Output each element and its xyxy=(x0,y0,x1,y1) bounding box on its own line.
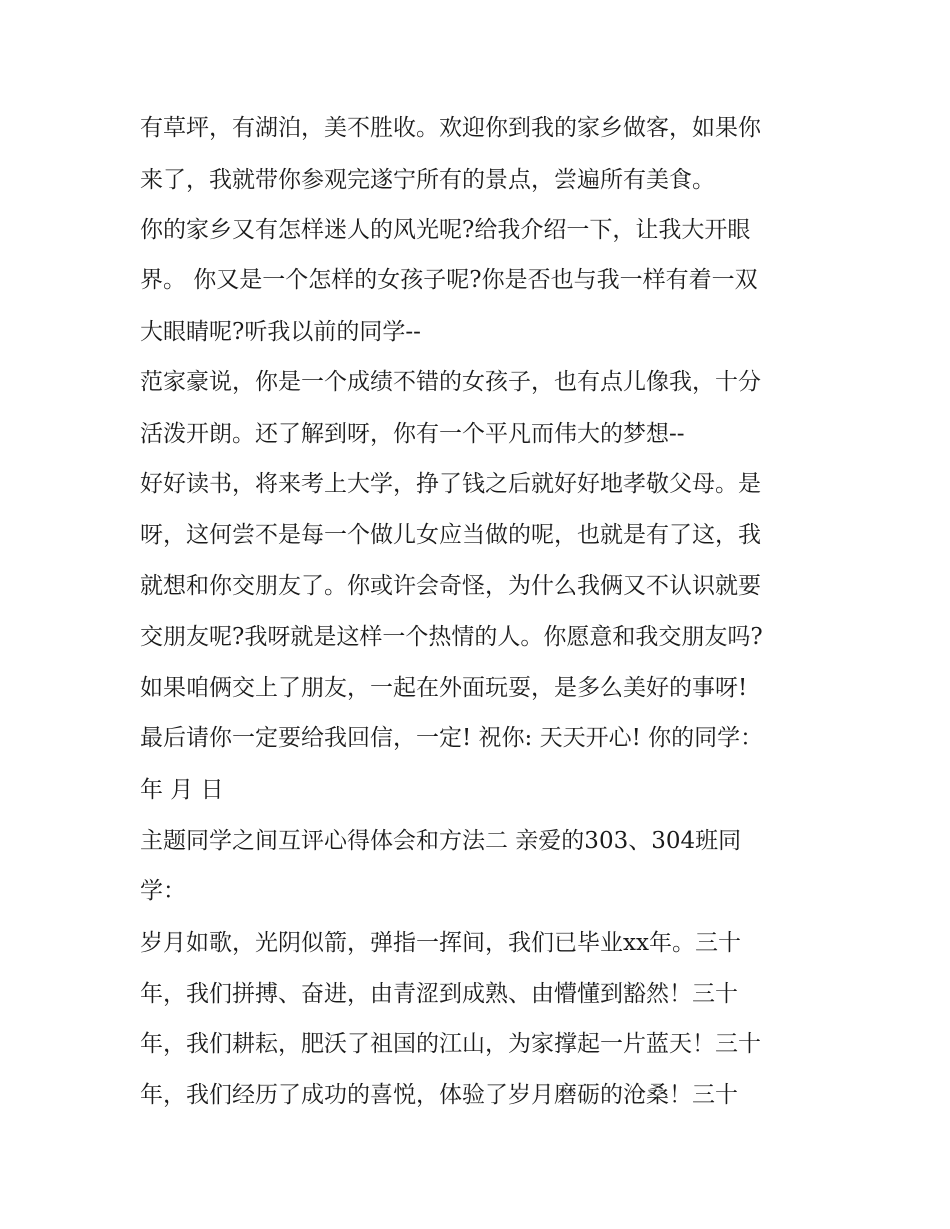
text-line: 最后请你一定要给我回信，一定! 祝你: 天天开心! 你的同学： xyxy=(140,725,764,751)
text-line: 大眼睛呢?听我以前的同学-- xyxy=(140,319,421,345)
text-line: 学： xyxy=(140,878,186,904)
date-line: 年 月 日 xyxy=(140,777,224,803)
text-line: 如果咱俩交上了朋友，一起在外面玩耍，是多么美好的事呀! xyxy=(140,675,748,701)
text-line: 界。 你又是一个怎样的女孩子呢?你是否也与我一样有着一双 xyxy=(140,267,758,293)
text-line: 来了，我就带你参观完遂宁所有的景点，尝遍所有美食。 xyxy=(140,167,715,193)
text-line: 年，我们耕耘，肥沃了祖国的江山，为家撑起一片蓝天！三十 xyxy=(140,1031,761,1057)
text-line: 呀，这何尝不是每一个做儿女应当做的呢，也就是有了这，我 xyxy=(140,522,761,548)
text-line: 年，我们拼搏、奋进，由青涩到成熟、由懵懂到豁然！三十 xyxy=(140,981,738,1007)
text-line: 主题同学之间互评心得体会和方法二 亲爱的303、304班同 xyxy=(140,828,742,854)
text-line: 好好读书，将来考上大学，挣了钱之后就好好地孝敬父母。是 xyxy=(140,471,761,497)
text-line: 就想和你交朋友了。你或许会奇怪，为什么我俩又不认识就要 xyxy=(140,573,761,599)
text-line: 你的家乡又有怎样迷人的风光呢?给我介绍一下，让我大开眼 xyxy=(140,217,751,243)
text-line: 有草坪，有湖泊，美不胜收。欢迎你到我的家乡做客，如果你 xyxy=(140,115,761,141)
text-line: 年，我们经历了成功的喜悦，体验了岁月磨砺的沧桑！三十 xyxy=(140,1082,738,1108)
text-line: 岁月如歌，光阴似箭，弹指一挥间，我们已毕业xx年。三十 xyxy=(140,930,741,956)
text-line: 交朋友呢?我呀就是这样一个热情的人。你愿意和我交朋友吗? xyxy=(140,624,763,650)
text-line: 范家豪说，你是一个成绩不错的女孩子，也有点儿像我，十分 xyxy=(140,369,761,395)
text-line: 活泼开朗。还了解到呀，你有一个平凡而伟大的梦想-- xyxy=(140,421,685,447)
